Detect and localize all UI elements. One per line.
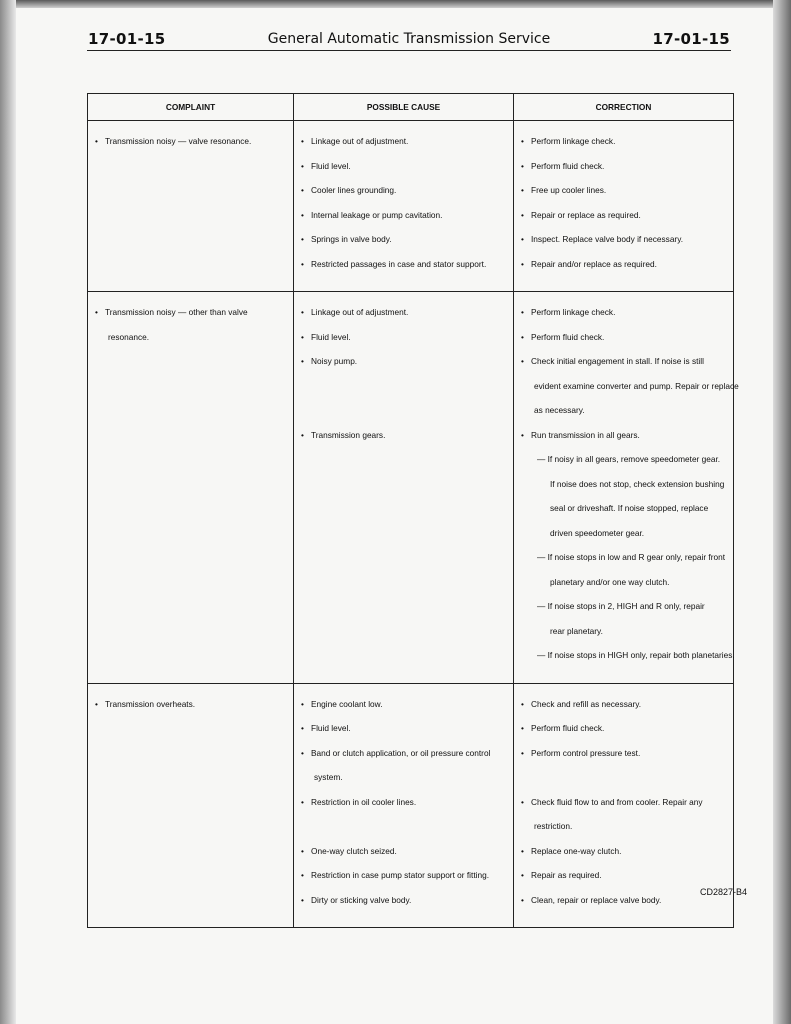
correction-item: • Repair as required. bbox=[521, 870, 602, 880]
cause-item: • Dirty or sticking valve body. bbox=[301, 894, 412, 905]
diagnosis-table bbox=[87, 93, 739, 928]
correction-subitem-continued: planetary and/or one way clutch. bbox=[550, 576, 670, 587]
correction-item-continued: evident examine converter and pump. Repair or replace bbox=[534, 380, 739, 391]
correction-item: • Run transmission in all gears. bbox=[521, 429, 640, 440]
header-rule bbox=[87, 50, 731, 51]
page-header bbox=[88, 30, 730, 48]
cause-item: • Cooler lines grounding. bbox=[301, 185, 397, 195]
page-number-right: 17-01-15 bbox=[652, 30, 730, 48]
correction-item-continued: as necessary. bbox=[534, 405, 585, 415]
spacer bbox=[301, 380, 508, 405]
cause-item: • Restriction in oil cooler lines. bbox=[301, 796, 417, 807]
cause-item: • Noisy pump. bbox=[301, 356, 358, 366]
correction-item: • Clean, repair or replace valve body. bbox=[521, 894, 662, 905]
cause-item: • Transmission gears. bbox=[301, 429, 386, 440]
correction-item: • Inspect. Replace valve body if necessary. bbox=[521, 234, 684, 244]
correction-subitem-continued: driven speedometer gear. bbox=[550, 527, 645, 538]
column-header-possible-cause: POSSIBLE CAUSE bbox=[294, 94, 514, 121]
correction-item: • Check fluid flow to and from cooler. Repair any bbox=[521, 796, 703, 807]
correction-subitem: — If noisy in all gears, remove speedometer gear. bbox=[537, 454, 721, 464]
table-row bbox=[88, 683, 734, 928]
complaint-item-continued: resonance. bbox=[108, 331, 150, 342]
section-title: General Automatic Transmission Service bbox=[267, 31, 551, 47]
column-header-correction: CORRECTION bbox=[514, 94, 734, 121]
correction-item: • Perform control pressure test. bbox=[521, 747, 641, 758]
cause-item: • Restricted passages in case and stator support. bbox=[301, 258, 487, 269]
correction-cell bbox=[514, 292, 739, 684]
scan-edge-right bbox=[773, 0, 791, 1024]
correction-subitem: — If noise stops in 2, HIGH and R only, repair bbox=[537, 601, 705, 611]
cause-item: • Springs in valve body. bbox=[301, 234, 392, 244]
correction-item: • Perform linkage check. bbox=[521, 136, 616, 146]
correction-item: • Check and refill as necessary. bbox=[521, 698, 642, 709]
cause-item: • Band or clutch application, or oil pressure control bbox=[301, 747, 491, 758]
cause-item: • Fluid level. bbox=[301, 331, 351, 342]
spacer bbox=[521, 771, 728, 796]
complaint-item: • Transmission noisy — other than valve bbox=[95, 307, 248, 317]
correction-item: • Check initial engagement in stall. If noise is still bbox=[521, 356, 704, 366]
cause-item: • Restriction in case pump stator support or fitting. bbox=[301, 870, 490, 880]
cause-cell bbox=[294, 121, 514, 292]
page-number-left: 17-01-15 bbox=[88, 30, 166, 48]
cause-item: • Fluid level. bbox=[301, 723, 351, 733]
scan-edge-top bbox=[0, 0, 791, 8]
cause-item: • Fluid level. bbox=[301, 160, 351, 171]
spacer bbox=[301, 404, 508, 429]
cause-item: • One-way clutch seized. bbox=[301, 845, 397, 856]
table-row bbox=[88, 121, 734, 292]
complaint-cell bbox=[88, 121, 294, 292]
cause-item: • Linkage out of adjustment. bbox=[301, 307, 409, 317]
spacer bbox=[301, 820, 508, 845]
cause-item-continued: system. bbox=[314, 772, 343, 782]
correction-item-continued: restriction. bbox=[534, 821, 573, 831]
correction-subitem-continued: seal or driveshaft. If noise stopped, replace bbox=[550, 503, 709, 513]
correction-item: • Perform fluid check. bbox=[521, 160, 605, 171]
column-header-complaint: COMPLAINT bbox=[88, 94, 294, 121]
correction-item: • Perform fluid check. bbox=[521, 331, 605, 342]
cause-item: • Engine coolant low. bbox=[301, 698, 383, 709]
correction-subitem-continued: rear planetary. bbox=[550, 625, 603, 636]
figure-code: CD2827-B4 bbox=[699, 887, 747, 897]
cause-item: • Linkage out of adjustment. bbox=[301, 136, 409, 146]
correction-item: • Perform linkage check. bbox=[521, 307, 616, 317]
complaint-cell bbox=[88, 292, 294, 684]
correction-subitem-continued: If noise does not stop, check extension bushing bbox=[550, 478, 725, 489]
table-header-row bbox=[88, 94, 734, 121]
table-row bbox=[88, 292, 734, 684]
cause-cell bbox=[294, 292, 514, 684]
correction-subitem: — If noise stops in HIGH only, repair both planetaries. bbox=[537, 650, 735, 660]
correction-item: • Repair and/or replace as required. bbox=[521, 258, 657, 269]
correction-subitem: — If noise stops in low and R gear only, repair front bbox=[537, 552, 726, 562]
correction-item: • Perform fluid check. bbox=[521, 723, 605, 733]
correction-cell bbox=[514, 121, 734, 292]
cause-item: • Internal leakage or pump cavitation. bbox=[301, 209, 443, 220]
complaint-item: • Transmission overheats. bbox=[95, 698, 196, 709]
correction-item: • Free up cooler lines. bbox=[521, 185, 607, 195]
cause-cell bbox=[294, 683, 514, 928]
scan-edge-left bbox=[0, 0, 16, 1024]
correction-item: • Repair or replace as required. bbox=[521, 209, 641, 220]
complaint-item: • Transmission noisy — valve resonance. bbox=[95, 136, 252, 146]
complaint-cell bbox=[88, 683, 294, 928]
correction-item: • Replace one-way clutch. bbox=[521, 845, 622, 856]
